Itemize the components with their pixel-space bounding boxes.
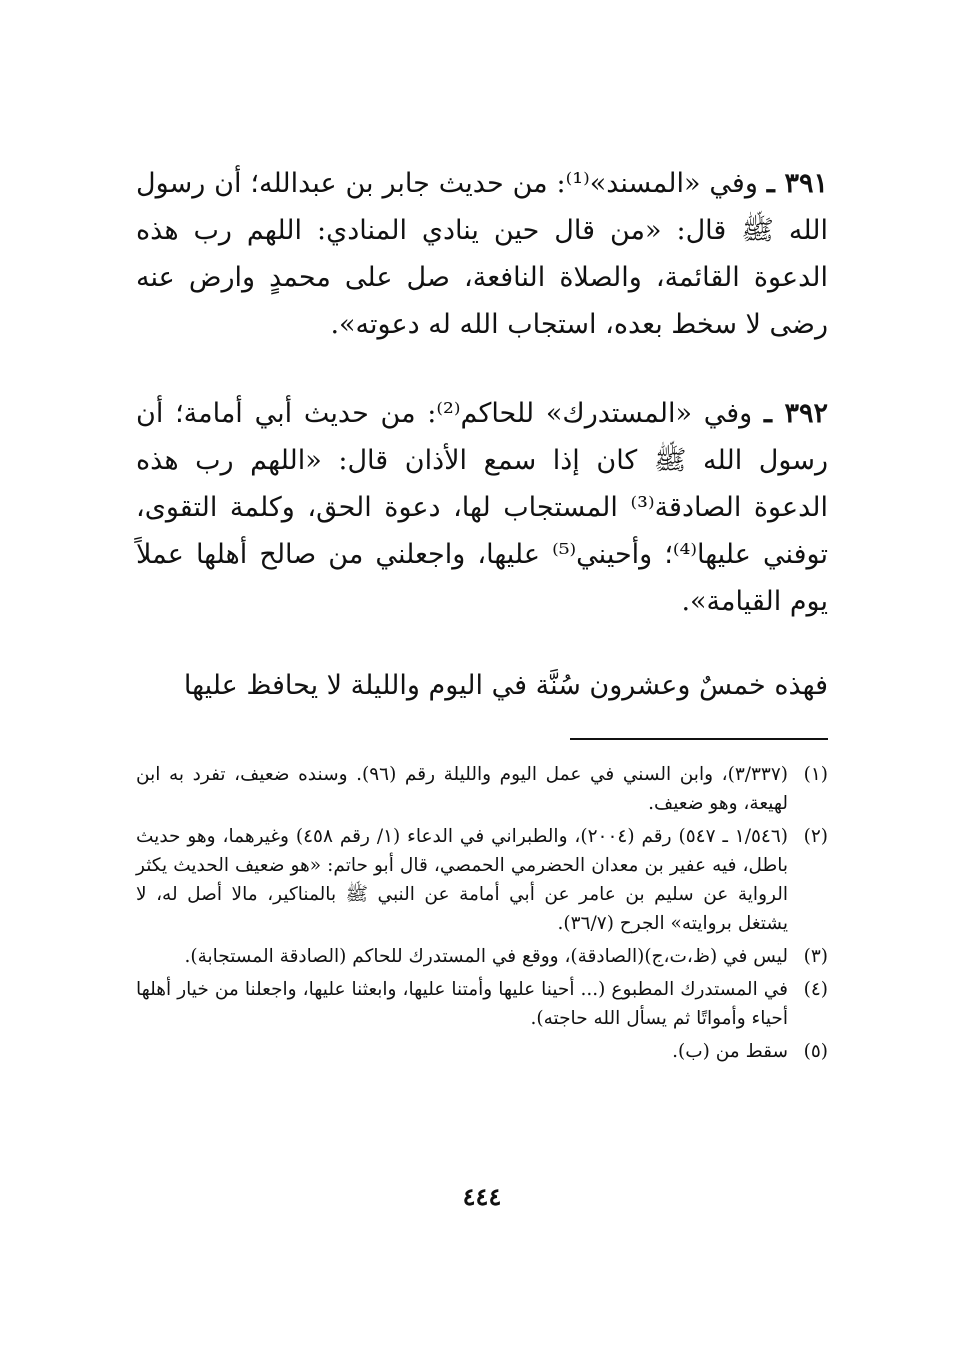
footnote-text: في المستدرك المطبوع (... أحينا عليها وأمتنا عليها، وابعثنا عليها، واجعلنا من خيار أهلها أحياء وأمواتًا ثم يسأل الله حاجته). <box>136 979 788 1029</box>
footnote-number: (٢) <box>803 826 828 847</box>
footnote-text: ليس في (ظ،ت،ج)(الصادقة)، ووقع في المستدرك للحاكم (الصادقة المستجابة). <box>184 946 788 967</box>
hadith-paragraph-391 <box>136 160 828 348</box>
closing-paragraph: فهذه خمسٌ وعشرون سُنَّة في اليوم والليلة لا يحافظ عليها <box>183 670 828 701</box>
page-number: ٤٤٤ <box>462 1182 502 1211</box>
footnote-text: سقط من (ب). <box>672 1041 788 1062</box>
footnote-number: (٤) <box>803 979 828 1000</box>
footnote-number: (٥) <box>803 1041 828 1062</box>
hadith-number: ٣٩١ ـ <box>766 168 828 199</box>
hadith-paragraph-392 <box>136 390 828 625</box>
footnote-text: (٣/٣٣٧)، وابن السني في عمل اليوم والليلة رقم (٩٦). وسنده ضعيف، تفرد به ابن لهيعة، وهو ضعيف. <box>136 764 789 814</box>
footnote-separator <box>570 738 828 740</box>
footnote-3 <box>136 942 828 971</box>
footnote-5 <box>136 1037 828 1066</box>
footnote-number: (٣) <box>803 946 828 967</box>
footnote-number: (١) <box>803 764 828 785</box>
hadith-number: ٣٩٢ ـ <box>764 398 829 429</box>
footnote-1 <box>136 760 828 818</box>
footnote-text: (١/٥٤٦ ـ ٥٤٧) رقم (٢٠٠٤)، والطبراني في الدعاء (١/ رقم ٤٥٨) وغيرهما، وهو حديث باطل، فيه عفير بن معدان الحضرمي الحمصي، قال أبو حاتم: «هو ضعيف الحديث يكثر الرواية عن سليم بن عامر عن أبي أمامة عن النبي ﷺ بالمناكير، مالا أصل له، لا يشتغل بروايته» الجرح (٣٦/٧). <box>136 826 788 934</box>
footnotes <box>136 760 828 1070</box>
hadith-text: وفي «المستدرك» للحاكم⁽²⁾: من حديث أبي أمامة؛ أن رسول الله ﷺ كان إذا سمع الأذان قال: «اللهم رب هذه الدعوة الصادقة⁽³⁾ المستجاب لها، دعوة الحق، وكلمة التقوى، توفني عليها⁽⁴⁾؛ وأحيني⁽⁵⁾ عليها، واجعلني من صالح أهلها عملاً يوم القيامة». <box>136 398 829 617</box>
footnote-4 <box>136 975 828 1033</box>
hadith-text: وفي «المسند»⁽¹⁾: من حديث جابر بن عبدالله؛ أن رسول الله ﷺ قال: «من قال حين ينادي المنادي: اللهم رب هذه الدعوة القائمة، والصلاة النافعة، صل على محمدٍ وارض عنه رضى لا سخط بعده، استجاب الله له دعوته». <box>136 168 828 340</box>
footnote-2 <box>136 822 828 938</box>
